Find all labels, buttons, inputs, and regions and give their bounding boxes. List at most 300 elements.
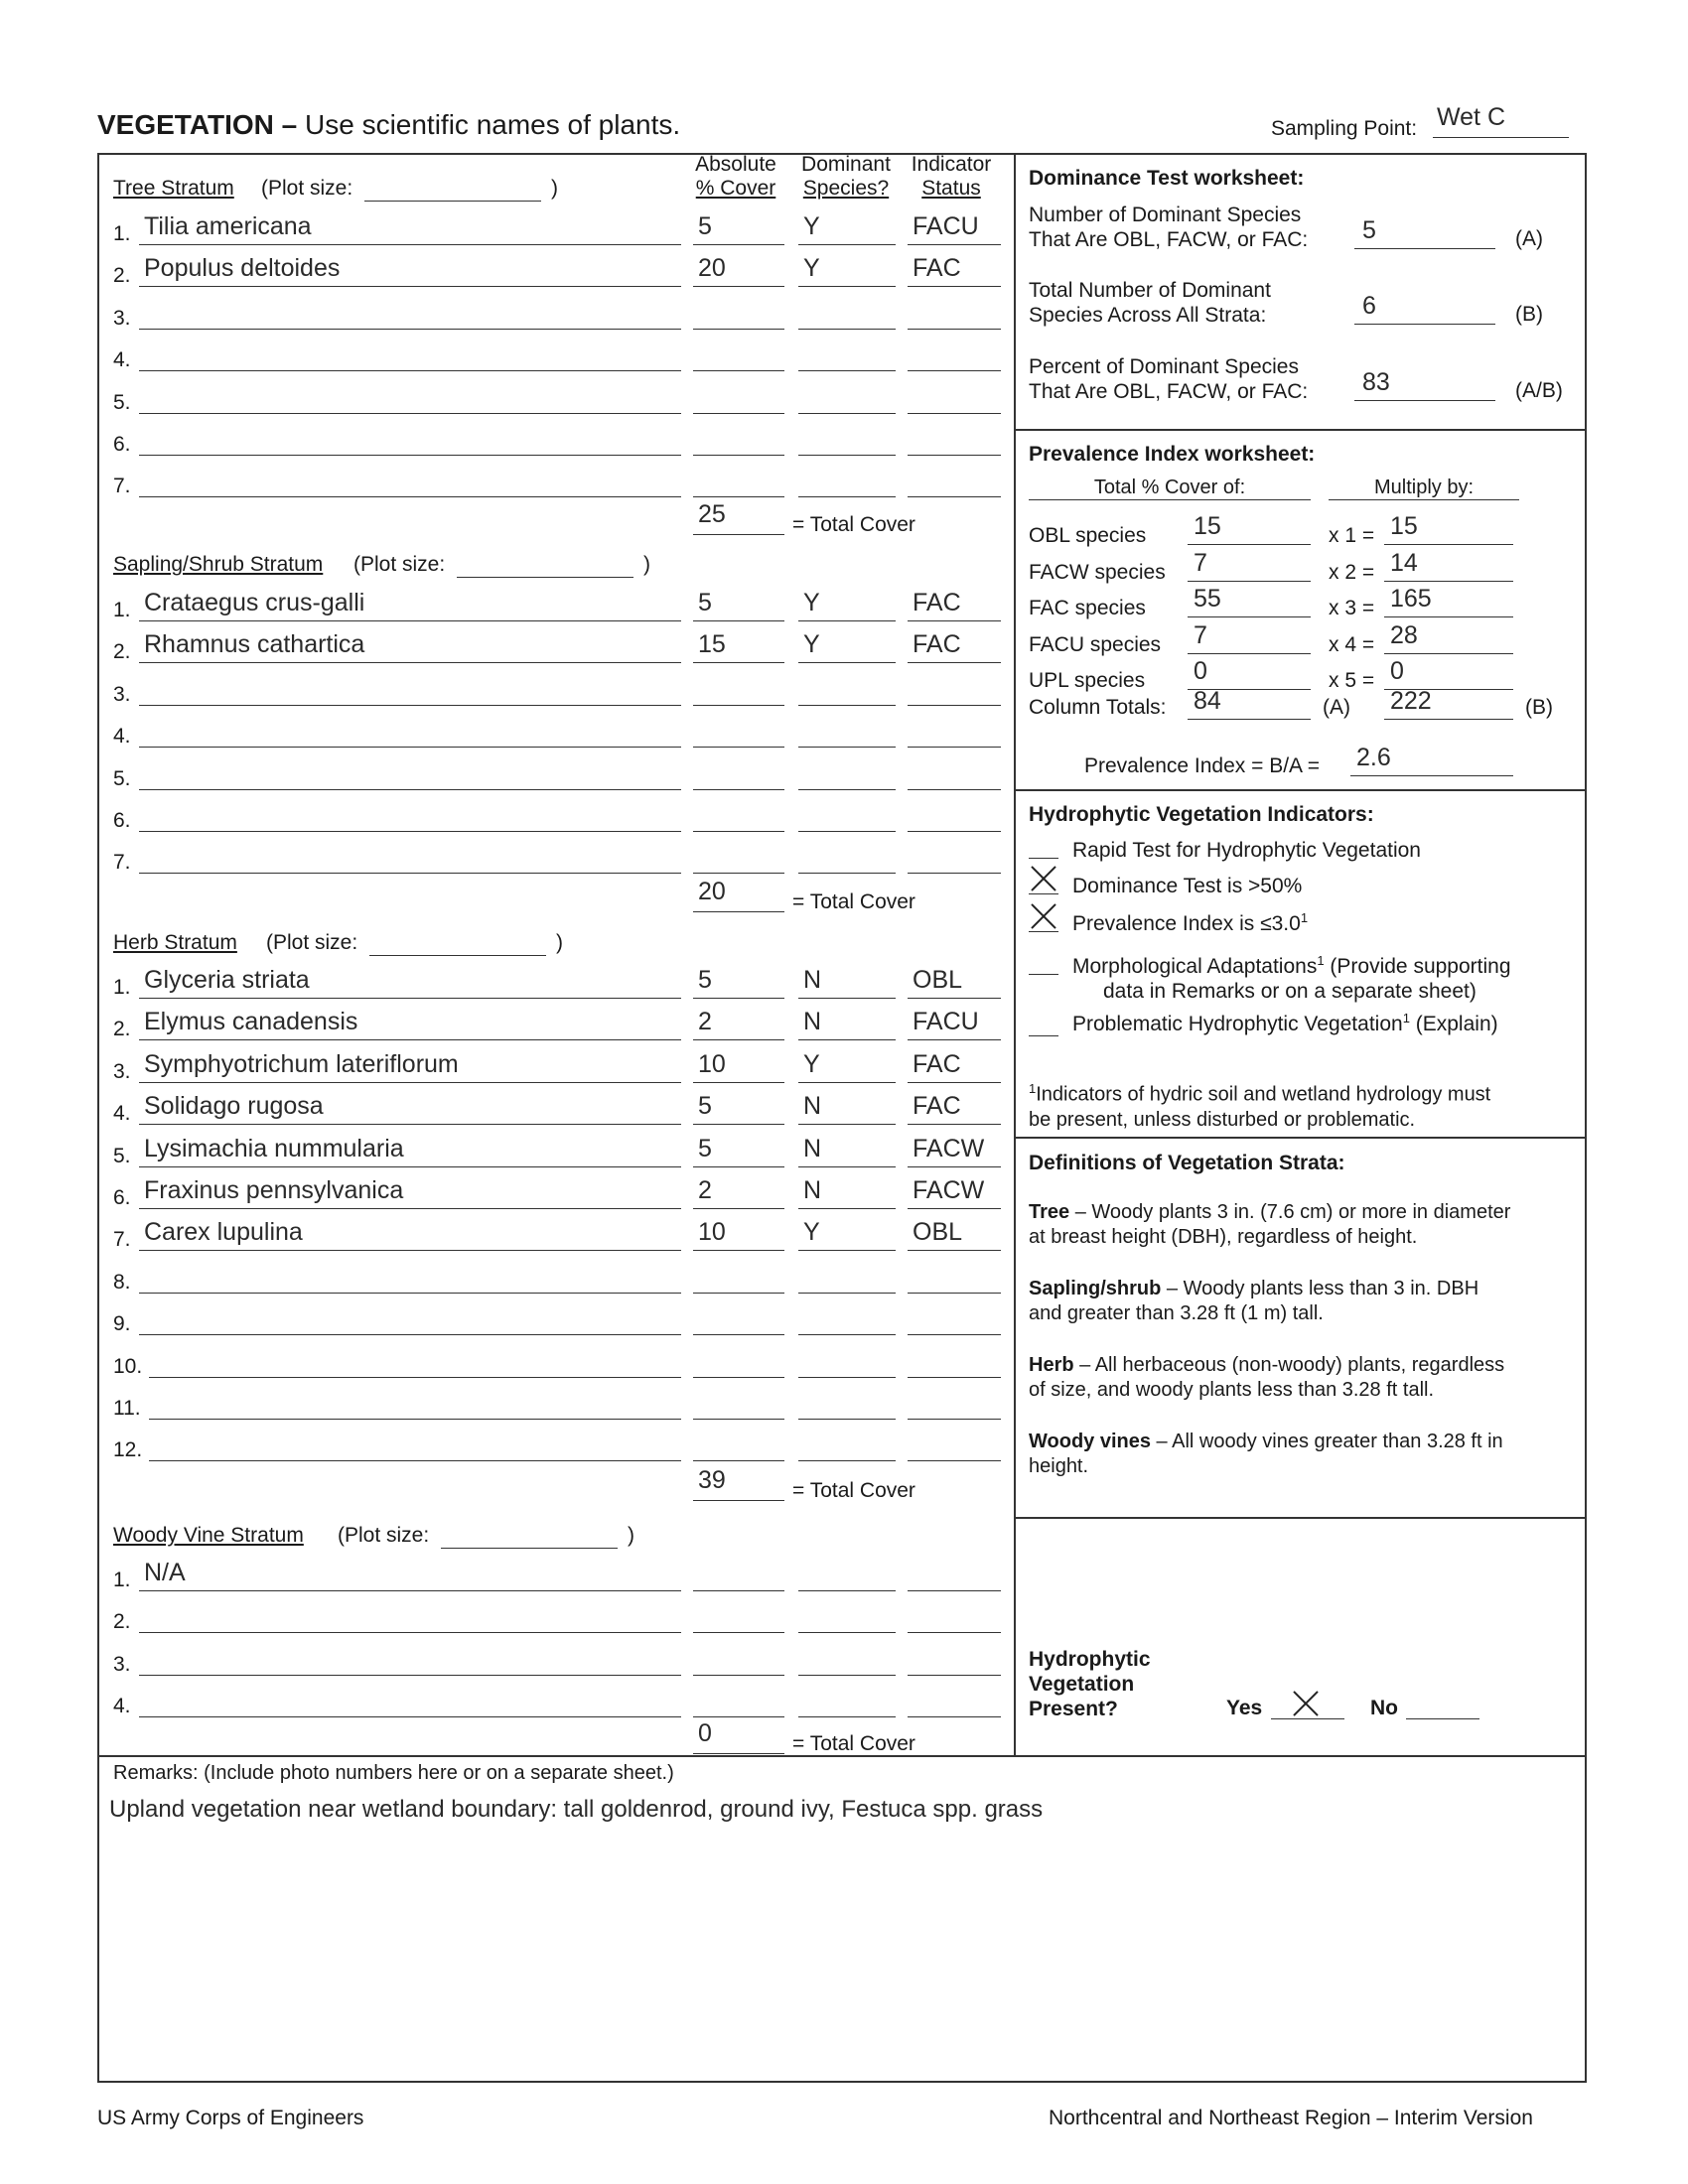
total-b-tag: (B) — [1525, 696, 1553, 719]
row-number: 2. — [113, 1018, 131, 1040]
dominant-field[interactable] — [798, 1092, 896, 1125]
cover-field[interactable] — [693, 212, 784, 245]
indicator-field[interactable] — [908, 1685, 1001, 1717]
indicator-field[interactable] — [908, 423, 1001, 456]
cover-field[interactable] — [693, 339, 784, 371]
dominant-field[interactable] — [798, 1643, 896, 1676]
species-field[interactable] — [139, 465, 681, 497]
plot-size-close: ) — [551, 177, 558, 200]
dominance-q1 — [1029, 203, 1308, 252]
total-cover-label: = Total Cover — [792, 890, 915, 913]
dominance-q1-line2: That Are OBL, FACW, or FAC: — [1029, 228, 1309, 251]
row-number: 4. — [113, 725, 131, 748]
cover-field[interactable] — [693, 1600, 784, 1633]
species-field[interactable] — [139, 1261, 681, 1294]
dominant-field[interactable] — [798, 1387, 896, 1420]
problematic-text: Problematic Hydrophytic Vegetation — [1072, 1013, 1403, 1035]
species-field[interactable] — [139, 297, 681, 330]
dominance-q2-line1: Total Number of Dominant — [1029, 279, 1271, 302]
plot-size-close: ) — [643, 553, 650, 576]
dominant-value: Y — [803, 254, 820, 282]
species-field[interactable] — [139, 673, 681, 706]
prevalence-multiplier: x 5 = — [1329, 669, 1375, 692]
prevalence-result-field[interactable] — [1384, 547, 1513, 582]
cover-value: 5 — [698, 589, 712, 616]
dominant-field[interactable] — [798, 1429, 896, 1461]
prevalence-multiplier: x 4 = — [1329, 632, 1375, 656]
species-name: Populus deltoides — [144, 254, 341, 282]
total-a-field[interactable] — [1188, 685, 1311, 720]
check-x-icon — [1029, 901, 1058, 931]
dominant-field[interactable] — [798, 212, 896, 245]
prevalence-row-label: OBL species — [1029, 524, 1147, 547]
indicator-field[interactable] — [908, 1600, 1001, 1633]
dominant-field[interactable] — [798, 1050, 896, 1083]
indicator-field[interactable] — [908, 1176, 1001, 1209]
indicator-field[interactable] — [908, 339, 1001, 371]
cover-field[interactable] — [693, 1643, 784, 1676]
col-absolute-header — [688, 153, 783, 201]
indicator-field[interactable] — [908, 1302, 1001, 1335]
species-name: Elymus canadensis — [144, 1008, 358, 1035]
present-no-label: No — [1370, 1697, 1398, 1719]
definition-tree-term: Tree — [1029, 1201, 1070, 1223]
cover-field[interactable] — [693, 673, 784, 706]
present-yes-label: Yes — [1226, 1697, 1263, 1719]
sampling-point-label: Sampling Point: — [1271, 117, 1418, 140]
species-field[interactable] — [139, 1643, 681, 1676]
herb-stratum-title: Herb Stratum — [113, 931, 237, 954]
dominant-field[interactable] — [798, 465, 896, 497]
prevalence-cover-value: 15 — [1194, 512, 1221, 540]
indicator-field[interactable] — [908, 212, 1001, 245]
prevalence-result-field[interactable] — [1384, 510, 1513, 545]
definition-vine-text-2: height. — [1029, 1455, 1089, 1477]
page-title — [97, 109, 680, 141]
morphological-text: Morphological Adaptations — [1072, 955, 1318, 978]
total-cover-value: 25 — [698, 500, 726, 528]
dominant-field[interactable] — [798, 1261, 896, 1294]
total-b-field[interactable] — [1384, 685, 1513, 720]
dominance-ab-field[interactable] — [1354, 366, 1495, 401]
indicator-field[interactable] — [908, 799, 1001, 832]
prevalence-cover-value: 0 — [1194, 657, 1207, 685]
remarks-label: Remarks: (Include photo numbers here or on a separate sheet.) — [113, 1762, 674, 1784]
indicator-field[interactable] — [908, 1092, 1001, 1125]
total-cover-label: = Total Cover — [792, 513, 915, 536]
cover-field[interactable] — [693, 1050, 784, 1083]
definition-sapling-text: – Woody plants less than 3 in. DBH — [1161, 1278, 1479, 1299]
cover-field[interactable] — [693, 1429, 784, 1461]
indicator-field[interactable] — [908, 1008, 1001, 1040]
dominant-value: N — [803, 1135, 822, 1162]
dominant-field[interactable] — [798, 297, 896, 330]
species-field[interactable] — [139, 212, 681, 245]
dominant-field[interactable] — [798, 799, 896, 832]
footnote-ref: 1 — [1300, 910, 1309, 925]
dominant-field[interactable] — [798, 630, 896, 663]
indicator-field[interactable] — [908, 465, 1001, 497]
species-field[interactable] — [139, 381, 681, 414]
row-number: 3. — [113, 1653, 131, 1676]
indicator-field[interactable] — [908, 1261, 1001, 1294]
dominant-field[interactable] — [798, 1685, 896, 1717]
species-name: Crataegus crus-galli — [144, 589, 365, 616]
cover-field[interactable] — [693, 465, 784, 497]
cover-field[interactable] — [693, 1302, 784, 1335]
cover-field[interactable] — [693, 1387, 784, 1420]
indicator-value: FAC — [913, 1092, 961, 1120]
indicator-value: FAC — [913, 630, 961, 658]
indicator-value: FACW — [913, 1135, 985, 1162]
prevalence-index-field[interactable] — [1350, 742, 1513, 776]
indicator-field[interactable] — [908, 673, 1001, 706]
total-cover-label: = Total Cover — [792, 1479, 915, 1502]
cover-value: 15 — [698, 630, 726, 658]
indicator-field[interactable] — [908, 966, 1001, 999]
dominance-a-field[interactable] — [1354, 214, 1495, 249]
species-name: Fraxinus pennsylvanica — [144, 1176, 404, 1204]
dominant-field[interactable] — [798, 1345, 896, 1378]
definition-sapling-term: Sapling/shrub — [1029, 1278, 1162, 1299]
prevalence-multiplier: x 3 = — [1329, 597, 1375, 619]
problematic-text-2: (Explain) — [1409, 1013, 1498, 1035]
prevalence-cover-field[interactable] — [1188, 583, 1311, 617]
cover-field[interactable] — [693, 1218, 784, 1251]
cover-field[interactable] — [693, 799, 784, 832]
species-field[interactable] — [139, 1218, 681, 1251]
indicator-field[interactable] — [908, 1218, 1001, 1251]
species-name: Solidago rugosa — [144, 1092, 324, 1120]
row-number: 3. — [113, 683, 131, 706]
cover-field[interactable] — [693, 589, 784, 621]
dominant-value: N — [803, 1092, 822, 1120]
row-number: 3. — [113, 307, 131, 330]
species-field[interactable] — [149, 1429, 681, 1461]
col-dominant-line2: Species? — [802, 177, 890, 200]
cover-field[interactable] — [693, 630, 784, 663]
indicator-value: FAC — [913, 589, 961, 616]
definition-herb-text: – All herbaceous (non-woody) plants, regardless — [1073, 1354, 1505, 1376]
prevalence-row-label: UPL species — [1029, 669, 1146, 692]
indicator-field[interactable] — [908, 1050, 1001, 1083]
indicator-value: FAC — [913, 254, 961, 282]
species-field[interactable] — [139, 1050, 681, 1083]
prevalence-row-label: FACW species — [1029, 560, 1166, 584]
morphological-text-2: (Provide supporting — [1324, 955, 1511, 978]
prevalence-cover-field[interactable] — [1188, 619, 1311, 654]
row-number: 1. — [113, 976, 131, 999]
dominant-field[interactable] — [798, 589, 896, 621]
prevalence-result-field[interactable] — [1384, 583, 1513, 617]
prevalence-multiplier: x 1 = — [1329, 524, 1375, 547]
cover-field[interactable] — [693, 381, 784, 414]
sampling-point-field[interactable] — [1433, 103, 1569, 138]
indicator-field[interactable] — [908, 254, 1001, 287]
cover-field[interactable] — [693, 715, 784, 748]
prevalence-index-label: Prevalence Index = B/A = — [1084, 754, 1320, 777]
dominant-field[interactable] — [798, 1008, 896, 1040]
dominant-field[interactable] — [798, 715, 896, 748]
cover-field[interactable] — [693, 1559, 784, 1591]
cover-field[interactable] — [693, 757, 784, 790]
row-number: 4. — [113, 1102, 131, 1125]
species-field[interactable] — [139, 715, 681, 748]
present-line1: Hydrophytic — [1029, 1648, 1151, 1671]
footer-right: Northcentral and Northeast Region – Interim Version — [1049, 2107, 1533, 2129]
indicator-value: FAC — [913, 1050, 961, 1078]
species-field[interactable] — [139, 254, 681, 287]
indicator-value: FACU — [913, 1008, 979, 1035]
row-number: 1. — [113, 1569, 131, 1591]
row-number: 12. — [113, 1438, 143, 1461]
prevalence-row-label: FACU species — [1029, 632, 1162, 656]
dominant-field[interactable] — [798, 757, 896, 790]
prevalence-col2: Multiply by: — [1329, 477, 1519, 500]
species-field[interactable] — [139, 423, 681, 456]
cover-field[interactable] — [693, 423, 784, 456]
dominance-b-value: 6 — [1362, 292, 1376, 320]
cover-field[interactable] — [693, 966, 784, 999]
plot-size-label: (Plot size: — [261, 177, 353, 200]
dominant-field[interactable] — [798, 841, 896, 874]
plot-size-label: (Plot size: — [338, 1524, 430, 1547]
plot-size-field[interactable] — [457, 577, 633, 578]
prevalence-result-value: 15 — [1390, 512, 1418, 540]
footnote-ref: 1 — [1317, 953, 1325, 968]
problematic-label — [1072, 1011, 1498, 1036]
cover-field[interactable] — [693, 1345, 784, 1378]
cover-field[interactable] — [693, 1176, 784, 1209]
total-cover-field[interactable] — [693, 878, 784, 912]
plot-size-field[interactable] — [364, 201, 541, 202]
check-x-icon — [1029, 864, 1058, 893]
dominant-field[interactable] — [798, 339, 896, 371]
dominant-value: Y — [803, 1050, 820, 1078]
indicator-field[interactable] — [908, 757, 1001, 790]
row-number: 10. — [113, 1355, 143, 1378]
prevalence-row-label: FAC species — [1029, 597, 1146, 619]
indicator-field[interactable] — [908, 841, 1001, 874]
indicator-value: FACW — [913, 1176, 985, 1204]
rapid-test-label: Rapid Test for Hydrophytic Vegetation — [1072, 839, 1421, 862]
indicator-field[interactable] — [908, 1387, 1001, 1420]
definition-vine-text: – All woody vines greater than 3.28 ft in — [1151, 1431, 1503, 1452]
species-field[interactable] — [139, 1600, 681, 1633]
cover-field[interactable] — [693, 1685, 784, 1717]
plot-size-close: ) — [628, 1524, 634, 1547]
prevalence-result-field[interactable] — [1384, 619, 1513, 654]
indicator-field[interactable] — [908, 1429, 1001, 1461]
row-number: 1. — [113, 599, 131, 621]
indicator-value: FACU — [913, 212, 979, 240]
col-absolute-line2: % Cover — [695, 177, 776, 200]
cover-value: 5 — [698, 966, 712, 994]
dominance-q2-line2: Species Across All Strata: — [1029, 304, 1267, 327]
species-field[interactable] — [139, 1176, 681, 1209]
dominant-value: N — [803, 1176, 822, 1204]
prevalence-cover-field[interactable] — [1188, 547, 1311, 582]
cover-field[interactable] — [693, 297, 784, 330]
plot-size-label: (Plot size: — [353, 553, 446, 576]
right-divider-2 — [1014, 789, 1585, 791]
dominant-field[interactable] — [798, 1135, 896, 1167]
species-name: Tilia americana — [144, 212, 312, 240]
right-divider-4 — [1014, 1517, 1585, 1519]
row-number: 5. — [113, 391, 131, 414]
plot-size-field[interactable] — [369, 955, 546, 956]
col-indicator-line1: Indicator — [911, 153, 992, 176]
column-totals-label: Column Totals: — [1029, 696, 1167, 719]
dominant-field[interactable] — [798, 1176, 896, 1209]
col-absolute-line1: Absolute — [695, 153, 776, 176]
indicator-value: OBL — [913, 966, 963, 994]
species-field[interactable] — [139, 799, 681, 832]
dominant-field[interactable] — [798, 254, 896, 287]
row-number: 3. — [113, 1060, 131, 1083]
indicator-field[interactable] — [908, 589, 1001, 621]
total-cover-field[interactable] — [693, 500, 784, 535]
dominant-field[interactable] — [798, 423, 896, 456]
species-field[interactable] — [149, 1387, 681, 1420]
cover-field[interactable] — [693, 254, 784, 287]
indicator-field[interactable] — [908, 1643, 1001, 1676]
right-divider-1 — [1014, 429, 1585, 431]
cover-value: 10 — [698, 1218, 726, 1246]
definition-tree-text: – Woody plants 3 in. (7.6 cm) or more in diameter — [1069, 1201, 1511, 1223]
dominant-field[interactable] — [798, 1600, 896, 1633]
prevalence-indicator-label — [1072, 910, 1308, 936]
dominant-field[interactable] — [798, 381, 896, 414]
row-number: 2. — [113, 640, 131, 663]
total-cover-value: 39 — [698, 1466, 726, 1494]
indicator-value: OBL — [913, 1218, 963, 1246]
species-field[interactable] — [149, 1345, 681, 1378]
species-field[interactable] — [139, 1135, 681, 1167]
species-field[interactable] — [139, 1559, 681, 1591]
definition-vine-term: Woody vines — [1029, 1431, 1151, 1452]
dominant-field[interactable] — [798, 966, 896, 999]
species-field[interactable] — [139, 1302, 681, 1335]
species-field[interactable] — [139, 1685, 681, 1717]
definition-sapling-text-2: and greater than 3.28 ft (1 m) tall. — [1029, 1302, 1324, 1324]
col-dominant-line1: Dominant — [801, 153, 891, 176]
prevalence-cover-value: 7 — [1194, 620, 1207, 649]
sampling-point-value: Wet C — [1437, 103, 1505, 131]
definition-herb-term: Herb — [1029, 1354, 1074, 1376]
dominance-title: Dominance Test worksheet: — [1029, 167, 1305, 190]
col-indicator-header — [902, 153, 1001, 201]
dominant-field[interactable] — [798, 1559, 896, 1591]
dominance-ab-value: 83 — [1362, 368, 1390, 396]
right-divider-3 — [1014, 1137, 1585, 1139]
species-field[interactable] — [139, 757, 681, 790]
footnote-marker: 1 — [1029, 1081, 1037, 1096]
cover-field[interactable] — [693, 841, 784, 874]
prevalence-result-value: 14 — [1390, 548, 1418, 577]
dominant-value: Y — [803, 589, 820, 616]
indicator-field[interactable] — [908, 381, 1001, 414]
row-number: 6. — [113, 1186, 131, 1209]
row-number: 8. — [113, 1271, 131, 1294]
cover-field[interactable] — [693, 1261, 784, 1294]
total-cover-value: 0 — [698, 1719, 712, 1747]
dominant-value: Y — [803, 1218, 820, 1246]
prevalence-cover-value: 55 — [1194, 585, 1221, 613]
cover-field[interactable] — [693, 1135, 784, 1167]
dominant-field[interactable] — [798, 673, 896, 706]
cover-value: 10 — [698, 1050, 726, 1078]
footer-left: US Army Corps of Engineers — [97, 2107, 364, 2129]
prevalence-cover-field[interactable] — [1188, 510, 1311, 545]
col-dominant-header — [794, 153, 898, 201]
row-number: 1. — [113, 222, 131, 245]
row-number: 9. — [113, 1312, 131, 1335]
dominant-value: N — [803, 966, 822, 994]
species-field[interactable] — [139, 630, 681, 663]
total-a-tag: (A) — [1323, 696, 1350, 719]
indicator-field[interactable] — [908, 715, 1001, 748]
indicator-field[interactable] — [908, 1345, 1001, 1378]
total-cover-field[interactable] — [693, 1719, 784, 1754]
col-indicator-line2: Status — [921, 177, 981, 200]
total-a-value: 84 — [1194, 687, 1221, 715]
cover-field[interactable] — [693, 1008, 784, 1040]
indicator-field[interactable] — [908, 630, 1001, 663]
dominance-b-field[interactable] — [1354, 290, 1495, 325]
total-b-value: 222 — [1390, 687, 1432, 715]
cover-value: 5 — [698, 212, 712, 240]
species-field[interactable] — [139, 966, 681, 999]
row-number: 6. — [113, 433, 131, 456]
indicator-field[interactable] — [908, 1559, 1001, 1591]
present-line2: Vegetation — [1029, 1673, 1135, 1696]
species-field[interactable] — [139, 339, 681, 371]
prevalence-cover-value: 7 — [1194, 548, 1207, 577]
footnote-line1: Indicators of hydric soil and wetland hydrology must — [1036, 1083, 1491, 1106]
hydro-footnote — [1029, 1076, 1490, 1133]
prevalence-col1: Total % Cover of: — [1029, 477, 1311, 500]
species-name: N/A — [144, 1559, 186, 1586]
prevalence-result-value: 0 — [1390, 657, 1404, 685]
dominant-field[interactable] — [798, 1218, 896, 1251]
dominance-q1-line1: Number of Dominant Species — [1029, 204, 1302, 226]
present-line3: Present? — [1029, 1698, 1118, 1720]
indicator-field[interactable] — [908, 1135, 1001, 1167]
indicator-field[interactable] — [908, 297, 1001, 330]
tree-stratum-title: Tree Stratum — [113, 177, 234, 200]
plot-size-label: (Plot size: — [266, 931, 358, 954]
remarks-text[interactable]: Upland vegetation near wetland boundary: tall goldenrod, ground ivy, Festuca spp. grass — [109, 1796, 1044, 1823]
total-cover-field[interactable] — [693, 1466, 784, 1501]
dominant-field[interactable] — [798, 1302, 896, 1335]
plot-size-field[interactable] — [441, 1548, 618, 1549]
row-number: 6. — [113, 809, 131, 832]
prevalence-result-value: 28 — [1390, 620, 1418, 649]
species-field[interactable] — [139, 841, 681, 874]
species-field[interactable] — [139, 1008, 681, 1040]
row-number: 7. — [113, 475, 131, 497]
species-field[interactable] — [139, 1092, 681, 1125]
present-question — [1029, 1647, 1151, 1721]
cover-field[interactable] — [693, 1092, 784, 1125]
definition-herb-text-2: of size, and woody plants less than 3.28 ft tall. — [1029, 1379, 1435, 1401]
prevalence-result-value: 165 — [1390, 585, 1432, 613]
dominance-q3 — [1029, 354, 1308, 404]
species-field[interactable] — [139, 589, 681, 621]
footnote-ref: 1 — [1402, 1011, 1410, 1025]
dominant-value: Y — [803, 630, 820, 658]
